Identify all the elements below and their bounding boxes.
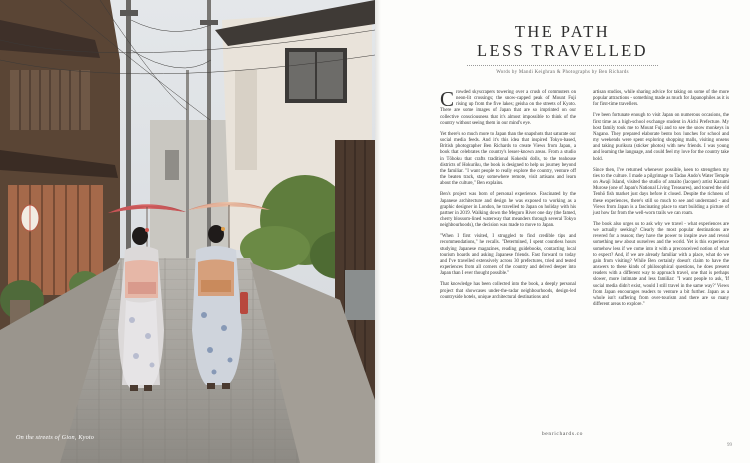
article-title-line1: THE PATH [514, 22, 611, 41]
paragraph: Yet there's so much more to Japan than the snapshots that saturate our social media feeds. And it's this idea that inspired Tokyo-based, British photographer Ben Richards to create Views from Japan, a book that celebrates the country's lesser-known areas. From a studio in Tōhoku that crafts traditional Kokeshi dolls, to the teahouse districts of Hokuriku, the book is designed to help us journey beyond the familiar. "I want people to really explore the country, venture off the beaten track, stay somewhere remote, visit artisans and learn about the culture," Ben explains. [440, 131, 576, 187]
title-divider [467, 65, 658, 66]
paragraph: I've been fortunate enough to visit Japan on numerous occasions, the first time as a high-school exchange student in Aichi Prefecture. My host family took me to Mount Fuji and to see the snow monkeys in Nagano. They prepared elaborate bento box lunches for school and my weekends were spent exploring shopping malls, visiting onsens and taking purikura (sticker photos) with new friends. I was young and learning the language, and could feel my love for the country take hold. [593, 113, 729, 162]
article-title-line2: LESS TRAVELLED [477, 41, 648, 60]
paragraph [440, 87, 576, 127]
paragraph-text: rowded skyscrapers towering over a crush of commuters on neon-lit crossings; the snow-capped peak of Mount Fuji rising up from the five lakes; geisha on the streets of Kyoto. There are some images of Japan that are so imprinted on our collective consciousness that it's almost impossible to think of the country without seeing them in our mind's eye. [440, 90, 576, 126]
paragraph: "When I first visited, I struggled to find credible tips and recommendations," he recalls. "Determined, I spent countless hours studying Japanese magazines, reading guidebooks, contacting local tourism boards and asking Japanese friends. Fast forward to today and I've travelled extensively across 30 prefectures, tried and tested experiences from all corners of the country and delved deeper into Japan than I ever thought possible." [440, 234, 576, 277]
paragraph: Since then, I've returned whenever possible, keen to strengthen my ties to the culture. I made a pilgrimage to Tadao Ando's Water Temple on Awaji Island, visited the studio of amaito (lacquer) artist Kazumi Murose (one of Japan's National Living Treasures), and toured the old Tenhō fish market just days before it closed. Despite the richness of these experiences, there's still so much to see and understand - and Views from Japan is a fascinating place to start building a picture of just how far from the well-worn trails we can roam. [593, 167, 729, 216]
paragraph: The book also urges us to ask why we travel - what experiences are we actually seeking? Clearly the most popular destinations are revered for a reason; they have the power to inspire awe and reveal something new about ourselves and the world. Yet is this experience somehow less if we come into it with a preconceived notion of what to expect? And, if we are already familiar with a place, what do we gain from visiting? While Ben certainly doesn't claim to have the answers to these kinds of philosophical questions, he does present readers with a different way to approach travel, one that is perhaps slower, more intimate and less familiar: "I want people to ask, 'If social media didn't exist, would I still travel in the same way?' Views from Japan encourages readers to venture a bit further. Japan as a whole isn't suffering from over-tourism and there are so many different areas to explore." [593, 221, 729, 307]
byline: Words by Mandi Keighran & Photographs by Ben Richards [496, 70, 629, 75]
article-page [375, 0, 750, 463]
paragraph: Ben's project was born of personal experience. Fascinated by the Japanese architecture and design he was exposed to working as a graphic designer in London, he travelled to Japan on holiday with his partner in 2019. Walking down the Meguro River one day (the famed, cherry blossom-lined waterway that meanders through several Tokyo neighbourhoods), the decision was made to move to Japan. [440, 192, 576, 229]
website-credit: benrichards.co [541, 431, 584, 437]
drop-cap: C [440, 87, 455, 111]
photo-caption: On the streets of Gion, Kyoto [16, 434, 95, 441]
page-number: 99 [727, 443, 732, 448]
paragraph: artisan studios, while sharing advice for taking on some of the more popular attractions - something made as much for Japanophiles as it is for first-time travellers. [593, 90, 729, 108]
page-gutter [375, 0, 381, 463]
text-column-left [440, 87, 576, 306]
text-column-right [593, 90, 729, 313]
paragraph: That knowledge has been collected into the book, a deeply personal project that showcases under-the-radar neighbourhoods, design-led countryside hotels, unique architectural destinations and [440, 282, 576, 300]
